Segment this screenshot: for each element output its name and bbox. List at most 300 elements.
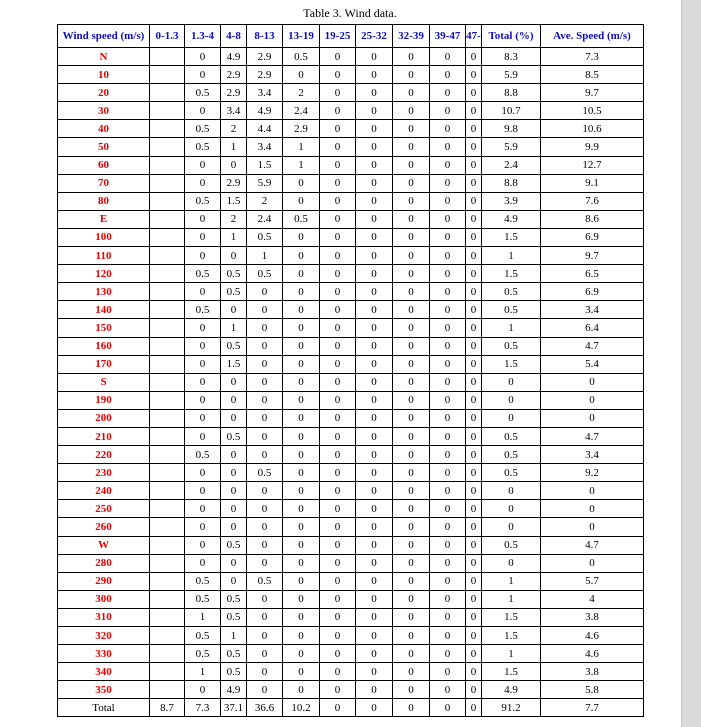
direction-cell: 340 <box>58 663 150 681</box>
value-cell: 0 <box>356 66 393 84</box>
value-cell: 0 <box>482 409 541 427</box>
value-cell: 0 <box>320 301 356 319</box>
value-cell <box>150 156 185 174</box>
value-cell: 0 <box>466 210 482 228</box>
value-cell: 0 <box>393 446 430 464</box>
value-cell: 0 <box>320 355 356 373</box>
value-cell <box>150 120 185 138</box>
value-cell: 0 <box>430 500 466 518</box>
value-cell: 0 <box>393 66 430 84</box>
value-cell: 0 <box>283 663 320 681</box>
value-cell: 0 <box>221 247 247 265</box>
value-cell: 0 <box>393 627 430 645</box>
value-cell: 0 <box>320 102 356 120</box>
value-cell <box>150 355 185 373</box>
value-cell <box>150 373 185 391</box>
table-row <box>58 608 644 626</box>
value-cell: 0.5 <box>482 536 541 554</box>
value-cell: 0 <box>466 681 482 699</box>
value-cell: 0 <box>393 409 430 427</box>
value-cell: 2.9 <box>247 48 283 66</box>
value-cell: 0 <box>185 247 221 265</box>
table-row <box>58 319 644 337</box>
value-cell: 0.5 <box>185 572 221 590</box>
table-row <box>58 247 644 265</box>
value-cell: 0 <box>283 446 320 464</box>
value-cell: 4.9 <box>482 681 541 699</box>
value-cell: 4.6 <box>541 645 644 663</box>
value-cell: 0 <box>466 247 482 265</box>
value-cell: 0 <box>393 102 430 120</box>
value-cell: 0 <box>430 536 466 554</box>
value-cell: 0 <box>185 373 221 391</box>
value-cell: 1 <box>221 138 247 156</box>
table-row <box>58 373 644 391</box>
value-cell: 0 <box>247 283 283 301</box>
value-cell: 8.8 <box>482 84 541 102</box>
direction-cell: 290 <box>58 572 150 590</box>
value-cell: 1 <box>283 156 320 174</box>
value-cell: 0 <box>430 66 466 84</box>
scrollbar-track[interactable] <box>681 0 701 727</box>
value-cell: 0.5 <box>283 210 320 228</box>
value-cell: 2 <box>221 120 247 138</box>
value-cell: 0 <box>283 247 320 265</box>
value-cell: 0 <box>283 427 320 445</box>
value-cell <box>150 301 185 319</box>
direction-cell: 230 <box>58 464 150 482</box>
value-cell: 0 <box>466 409 482 427</box>
value-cell: 0 <box>320 210 356 228</box>
value-cell: 0.5 <box>482 464 541 482</box>
value-cell: 0 <box>320 518 356 536</box>
value-cell: 0 <box>320 228 356 246</box>
direction-cell: 120 <box>58 265 150 283</box>
value-cell: 2.4 <box>482 156 541 174</box>
value-cell: 0 <box>221 554 247 572</box>
value-cell <box>150 536 185 554</box>
value-cell: 0 <box>185 391 221 409</box>
direction-cell: 130 <box>58 283 150 301</box>
value-cell: 6.9 <box>541 228 644 246</box>
direction-cell: 300 <box>58 590 150 608</box>
total-value-cell: 91.2 <box>482 699 541 717</box>
value-cell: 0.5 <box>221 265 247 283</box>
value-cell: 0 <box>430 192 466 210</box>
value-cell: 2.9 <box>283 120 320 138</box>
value-cell: 0 <box>393 663 430 681</box>
value-cell: 0 <box>356 409 393 427</box>
value-cell: 0 <box>356 156 393 174</box>
value-cell: 6.9 <box>541 283 644 301</box>
value-cell: 0.5 <box>185 590 221 608</box>
table-row <box>58 210 644 228</box>
value-cell: 0 <box>466 283 482 301</box>
value-cell: 0 <box>185 409 221 427</box>
value-cell: 0 <box>247 409 283 427</box>
value-cell <box>150 482 185 500</box>
value-cell: 0 <box>430 663 466 681</box>
direction-cell: 150 <box>58 319 150 337</box>
value-cell: 0 <box>320 590 356 608</box>
value-cell: 2 <box>247 192 283 210</box>
direction-cell: 250 <box>58 500 150 518</box>
table-row <box>58 138 644 156</box>
direction-cell: E <box>58 210 150 228</box>
value-cell: 0 <box>356 536 393 554</box>
value-cell: 0 <box>466 572 482 590</box>
value-cell: 0 <box>320 536 356 554</box>
value-cell: 4.7 <box>541 536 644 554</box>
value-cell <box>150 446 185 464</box>
value-cell: 2.9 <box>221 174 247 192</box>
value-cell <box>150 210 185 228</box>
value-cell: 1.5 <box>221 355 247 373</box>
value-cell: 0.5 <box>482 427 541 445</box>
direction-cell: 190 <box>58 391 150 409</box>
value-cell: 1 <box>482 572 541 590</box>
value-cell: 2 <box>221 210 247 228</box>
value-cell: 9.8 <box>482 120 541 138</box>
value-cell: 0 <box>283 627 320 645</box>
value-cell: 0 <box>466 590 482 608</box>
header-32-39: 32-39 <box>393 25 430 48</box>
table-row <box>58 482 644 500</box>
total-value-cell: 10.2 <box>283 699 320 717</box>
value-cell: 0 <box>185 355 221 373</box>
direction-cell: 40 <box>58 120 150 138</box>
value-cell: 0 <box>283 319 320 337</box>
value-cell: 0.5 <box>185 627 221 645</box>
total-value-cell: 37.1 <box>221 699 247 717</box>
value-cell: 4.7 <box>541 427 644 445</box>
value-cell: 0.5 <box>482 301 541 319</box>
value-cell: 0 <box>482 554 541 572</box>
value-cell: 0 <box>393 156 430 174</box>
value-cell: 0 <box>430 681 466 699</box>
value-cell: 0.5 <box>221 608 247 626</box>
table-row <box>58 355 644 373</box>
value-cell: 0 <box>466 84 482 102</box>
value-cell: 0 <box>466 482 482 500</box>
value-cell: 4.4 <box>247 120 283 138</box>
value-cell: 0 <box>221 464 247 482</box>
value-cell: 9.7 <box>541 84 644 102</box>
value-cell: 0 <box>541 518 644 536</box>
table-row <box>58 464 644 482</box>
direction-cell: 30 <box>58 102 150 120</box>
table-row <box>58 590 644 608</box>
value-cell: 3.9 <box>482 192 541 210</box>
value-cell: 0 <box>320 174 356 192</box>
value-cell: 0 <box>466 48 482 66</box>
direction-cell: 110 <box>58 247 150 265</box>
value-cell: 0 <box>541 482 644 500</box>
value-cell: 0 <box>221 373 247 391</box>
total-value-cell: 0 <box>393 699 430 717</box>
value-cell: 0 <box>466 337 482 355</box>
table-row <box>58 681 644 699</box>
total-value-cell: 7.7 <box>541 699 644 717</box>
value-cell: 0 <box>356 427 393 445</box>
value-cell: 0.5 <box>185 645 221 663</box>
value-cell: 0 <box>466 464 482 482</box>
total-value-cell: 0 <box>430 699 466 717</box>
value-cell: 0 <box>466 627 482 645</box>
value-cell: 0 <box>466 66 482 84</box>
value-cell: 0 <box>356 265 393 283</box>
value-cell <box>150 337 185 355</box>
value-cell: 0.5 <box>221 663 247 681</box>
value-cell: 0.5 <box>185 265 221 283</box>
value-cell: 9.7 <box>541 247 644 265</box>
value-cell: 0 <box>466 120 482 138</box>
table-row <box>58 663 644 681</box>
value-cell: 0 <box>393 608 430 626</box>
header-1.3-4: 1.3-4 <box>185 25 221 48</box>
value-cell: 0 <box>356 572 393 590</box>
value-cell: 0 <box>466 228 482 246</box>
table-row <box>58 156 644 174</box>
value-cell: 0.5 <box>185 192 221 210</box>
value-cell: 1 <box>482 247 541 265</box>
direction-cell: 310 <box>58 608 150 626</box>
value-cell: 1.5 <box>221 192 247 210</box>
header-25-32: 25-32 <box>356 25 393 48</box>
value-cell: 0 <box>320 84 356 102</box>
value-cell: 1.5 <box>482 228 541 246</box>
value-cell: 1 <box>482 645 541 663</box>
value-cell: 0 <box>247 427 283 445</box>
value-cell: 0 <box>430 373 466 391</box>
header-8-13: 8-13 <box>247 25 283 48</box>
value-cell: 8.5 <box>541 66 644 84</box>
table-row <box>58 174 644 192</box>
direction-cell: 320 <box>58 627 150 645</box>
value-cell: 0 <box>320 156 356 174</box>
table-row <box>58 66 644 84</box>
value-cell: 0.5 <box>185 301 221 319</box>
value-cell: 0 <box>430 446 466 464</box>
table-row <box>58 409 644 427</box>
value-cell: 1.5 <box>482 627 541 645</box>
value-cell: 1 <box>221 228 247 246</box>
value-cell: 0 <box>221 391 247 409</box>
value-cell: 1.5 <box>482 265 541 283</box>
direction-cell: 70 <box>58 174 150 192</box>
value-cell: 0 <box>221 301 247 319</box>
value-cell: 0 <box>393 572 430 590</box>
value-cell: 0 <box>466 645 482 663</box>
value-cell <box>150 102 185 120</box>
value-cell: 0.5 <box>221 427 247 445</box>
table-row <box>58 301 644 319</box>
value-cell: 0 <box>356 210 393 228</box>
value-cell: 0 <box>356 174 393 192</box>
value-cell: 0 <box>482 500 541 518</box>
value-cell: 0 <box>283 536 320 554</box>
value-cell: 0 <box>430 482 466 500</box>
value-cell: 0 <box>466 518 482 536</box>
total-value-cell: 0 <box>466 699 482 717</box>
value-cell: 0 <box>482 373 541 391</box>
value-cell: 5.9 <box>482 66 541 84</box>
value-cell: 0 <box>283 681 320 699</box>
table-caption: Table 3. Wind data. <box>303 6 397 20</box>
value-cell: 0 <box>356 192 393 210</box>
table-row <box>58 192 644 210</box>
value-cell: 2.9 <box>221 84 247 102</box>
value-cell: 0 <box>283 174 320 192</box>
value-cell: 8.8 <box>482 174 541 192</box>
value-cell <box>150 84 185 102</box>
value-cell: 4.9 <box>221 48 247 66</box>
value-cell <box>150 192 185 210</box>
value-cell: 0 <box>393 681 430 699</box>
value-cell: 0 <box>320 464 356 482</box>
value-cell <box>150 663 185 681</box>
direction-cell: 240 <box>58 482 150 500</box>
value-cell: 7.6 <box>541 192 644 210</box>
value-cell: 0 <box>320 627 356 645</box>
value-cell: 0.5 <box>185 120 221 138</box>
value-cell: 1.5 <box>482 663 541 681</box>
value-cell: 1 <box>221 319 247 337</box>
value-cell: 10.5 <box>541 102 644 120</box>
value-cell: 0 <box>466 608 482 626</box>
header-row <box>58 25 644 48</box>
value-cell: 3.8 <box>541 608 644 626</box>
value-cell: 0 <box>247 590 283 608</box>
value-cell: 0 <box>393 337 430 355</box>
table-row <box>58 554 644 572</box>
value-cell <box>150 627 185 645</box>
value-cell: 3.4 <box>541 446 644 464</box>
value-cell: 0 <box>247 681 283 699</box>
header-average-speed: Ave. Speed (m/s) <box>541 25 644 48</box>
value-cell: 0 <box>356 554 393 572</box>
value-cell: 0 <box>430 120 466 138</box>
value-cell: 0 <box>185 427 221 445</box>
value-cell <box>150 645 185 663</box>
table-row <box>58 337 644 355</box>
value-cell: 0 <box>466 174 482 192</box>
value-cell: 0 <box>430 228 466 246</box>
value-cell: 0.5 <box>221 590 247 608</box>
value-cell: 3.4 <box>247 138 283 156</box>
value-cell: 0 <box>356 283 393 301</box>
direction-cell: 10 <box>58 66 150 84</box>
value-cell: 0 <box>283 464 320 482</box>
value-cell: 0 <box>185 102 221 120</box>
value-cell: 0.5 <box>221 283 247 301</box>
value-cell: 0 <box>356 464 393 482</box>
value-cell: 0 <box>430 645 466 663</box>
value-cell: 0 <box>466 138 482 156</box>
value-cell: 0 <box>466 355 482 373</box>
value-cell: 0 <box>393 174 430 192</box>
value-cell: 0 <box>393 500 430 518</box>
value-cell: 0 <box>430 174 466 192</box>
value-cell: 2.4 <box>247 210 283 228</box>
value-cell: 1.5 <box>482 355 541 373</box>
value-cell: 0.5 <box>247 265 283 283</box>
value-cell: 4.9 <box>247 102 283 120</box>
value-cell: 0 <box>247 355 283 373</box>
value-cell: 0 <box>541 554 644 572</box>
value-cell <box>150 518 185 536</box>
value-cell: 0.5 <box>247 464 283 482</box>
value-cell: 0 <box>320 373 356 391</box>
value-cell: 0 <box>185 536 221 554</box>
value-cell: 10.7 <box>482 102 541 120</box>
total-value-cell: 7.3 <box>185 699 221 717</box>
value-cell: 0 <box>430 138 466 156</box>
value-cell: 0 <box>430 518 466 536</box>
value-cell: 0 <box>185 337 221 355</box>
value-cell: 0.5 <box>185 138 221 156</box>
value-cell: 0 <box>185 681 221 699</box>
value-cell: 0 <box>393 84 430 102</box>
value-cell: 8.6 <box>541 210 644 228</box>
value-cell: 0 <box>430 355 466 373</box>
value-cell: 0 <box>356 482 393 500</box>
value-cell: 0 <box>356 645 393 663</box>
value-cell: 0 <box>221 500 247 518</box>
total-label: Total <box>58 699 150 717</box>
value-cell: 0 <box>356 48 393 66</box>
value-cell: 0 <box>466 663 482 681</box>
value-cell: 0 <box>247 391 283 409</box>
value-cell: 0.5 <box>185 84 221 102</box>
value-cell: 0 <box>320 319 356 337</box>
value-cell: 0 <box>356 355 393 373</box>
value-cell: 1 <box>185 608 221 626</box>
value-cell: 0 <box>320 663 356 681</box>
value-cell: 0 <box>466 102 482 120</box>
value-cell: 0 <box>247 663 283 681</box>
value-cell: 0 <box>283 500 320 518</box>
value-cell: 0 <box>320 554 356 572</box>
value-cell: 0 <box>283 590 320 608</box>
value-cell: 0 <box>541 373 644 391</box>
value-cell: 0 <box>320 427 356 445</box>
table-row <box>58 48 644 66</box>
value-cell: 0 <box>283 391 320 409</box>
value-cell: 1.5 <box>247 156 283 174</box>
value-cell: 0 <box>393 48 430 66</box>
value-cell: 9.2 <box>541 464 644 482</box>
value-cell: 0 <box>221 446 247 464</box>
value-cell: 0 <box>320 66 356 84</box>
value-cell: 0 <box>221 482 247 500</box>
value-cell: 1 <box>247 247 283 265</box>
value-cell: 0 <box>320 608 356 626</box>
value-cell: 0 <box>185 500 221 518</box>
direction-cell: N <box>58 48 150 66</box>
value-cell: 4.9 <box>221 681 247 699</box>
value-cell <box>150 319 185 337</box>
value-cell: 0 <box>320 446 356 464</box>
value-cell: 4 <box>541 590 644 608</box>
value-cell <box>150 409 185 427</box>
value-cell: 0 <box>247 319 283 337</box>
value-cell: 0 <box>185 319 221 337</box>
value-cell <box>150 681 185 699</box>
value-cell: 0 <box>430 391 466 409</box>
value-cell: 0 <box>393 427 430 445</box>
value-cell <box>150 228 185 246</box>
